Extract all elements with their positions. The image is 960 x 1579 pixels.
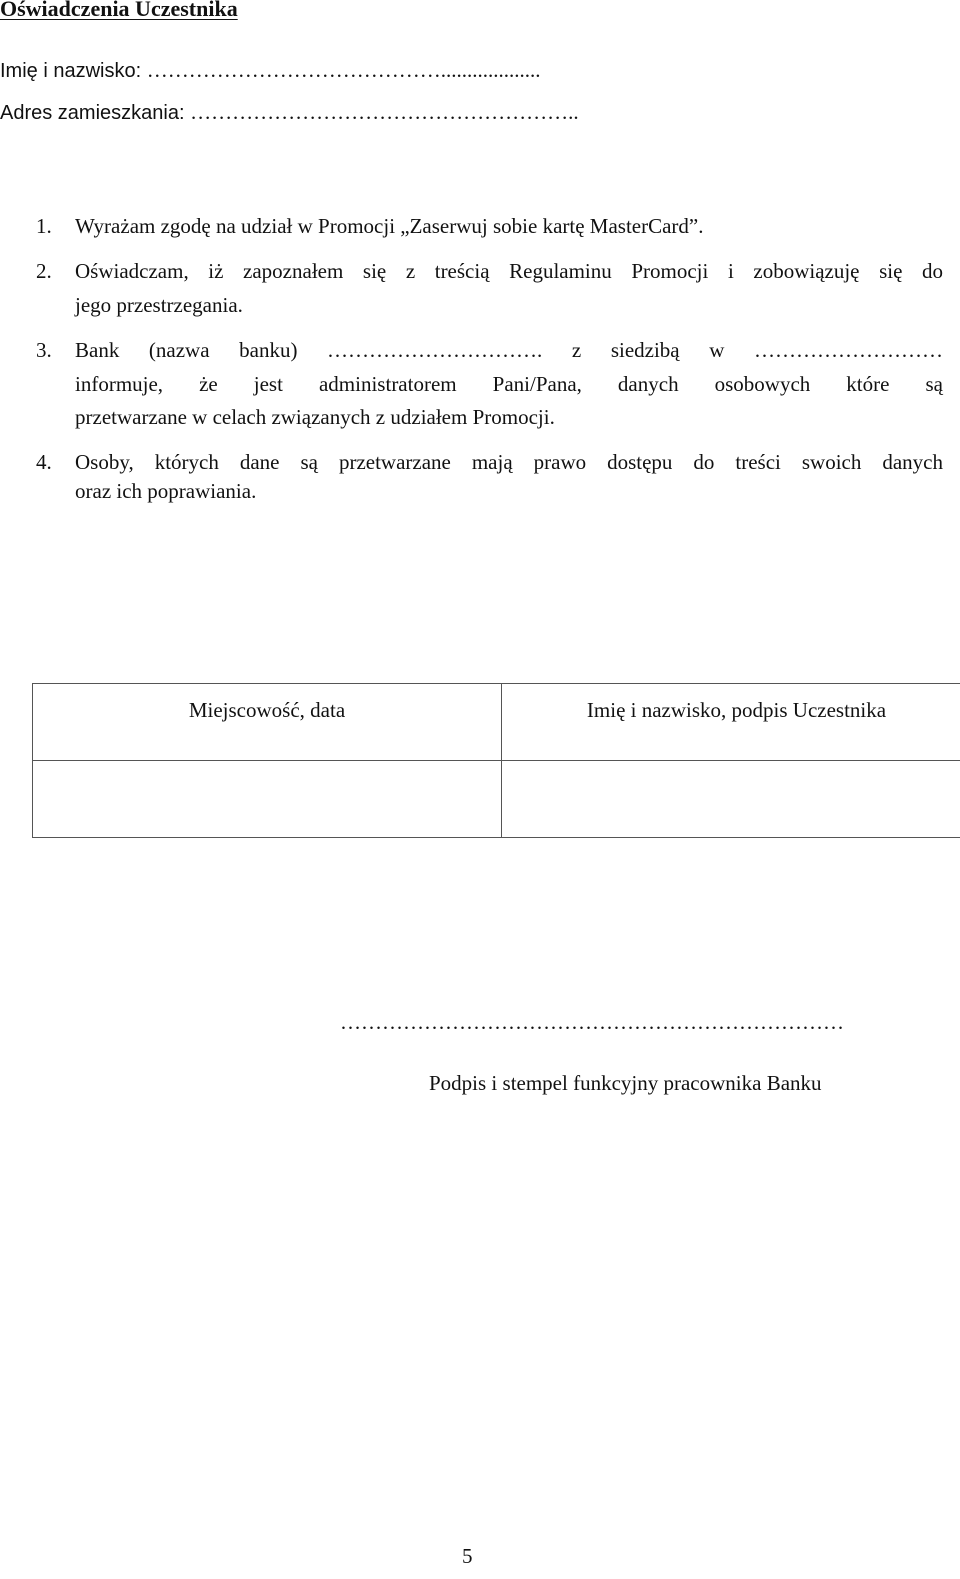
- bank-signature-line: ………………………………………………………………: [340, 1010, 844, 1034]
- signature-table-input-row: [33, 761, 960, 838]
- statement-1-number: 1.: [36, 214, 52, 238]
- bank-signature-label: Podpis i stempel funkcyjny pracownika Banku: [429, 1071, 822, 1095]
- statement-3-line-3: przetwarzane w celach związanych z udziałem Promocji.: [75, 405, 555, 429]
- name-label: Imię i nazwisko:: [0, 60, 147, 82]
- signature-table-header-row: [33, 684, 960, 761]
- signature-table: [32, 683, 960, 838]
- statement-2-line-2: jego przestrzegania.: [75, 293, 243, 317]
- name-dots: ……………………………………...................: [146, 58, 541, 82]
- statement-3-line-1: Bank (nazwa banku) …………………………. z siedzibą w ………………………: [75, 338, 943, 362]
- participant-signature-header: Imię i nazwisko, podpis Uczestnika: [502, 684, 960, 761]
- page-number: 5: [462, 1544, 473, 1568]
- document-title: Oświadczenia Uczestnika: [0, 0, 238, 21]
- place-date-cell: [33, 761, 502, 838]
- statement-4-number: 4.: [36, 450, 52, 474]
- statement-3-number: 3.: [36, 338, 52, 362]
- address-label: Adres zamieszkania:: [0, 102, 191, 124]
- statement-2-number: 2.: [36, 259, 52, 283]
- place-date-header: Miejscowość, data: [33, 684, 502, 761]
- statement-3-line-2: informuje, że jest administratorem Pani/Pana, danych osobowych które są: [75, 372, 943, 396]
- address-field-row: [0, 100, 579, 125]
- statement-1-text: Wyrażam zgodę na udział w Promocji „Zaserwuj sobie kartę MasterCard”.: [75, 214, 704, 238]
- name-field-row: [0, 58, 540, 83]
- statement-4-line-1: Osoby, których dane są przetwarzane mają prawo dostępu do treści swoich danych: [75, 450, 943, 474]
- statement-4-line-2: oraz ich poprawiania.: [75, 479, 257, 503]
- address-dots: ………………………………………………..: [190, 100, 579, 124]
- participant-signature-cell: [502, 761, 960, 838]
- statement-2-line-1: Oświadczam, iż zapoznałem się z treścią Regulaminu Promocji i zobowiązuję się do: [75, 259, 943, 283]
